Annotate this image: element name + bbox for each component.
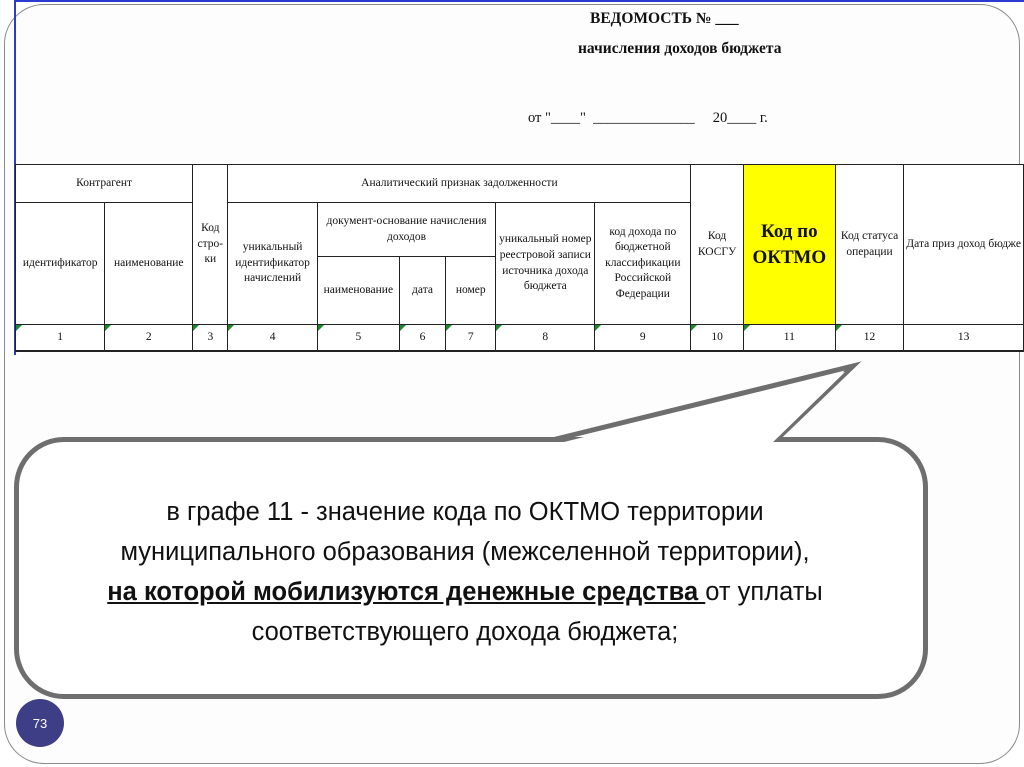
column-number: 3 — [193, 325, 228, 352]
callout-line-4: соответствующего дохода бюджета; — [251, 618, 679, 646]
callout-line-1: в графе 11 - значение кода по ОКТМО территории — [166, 498, 764, 526]
page-number-badge: 73 — [16, 699, 64, 747]
column-number: 6 — [399, 325, 445, 352]
header-line-code: Код стро-ки — [193, 165, 228, 325]
document-subtitle: начисления доходов бюджета — [578, 40, 782, 57]
column-number: 9 — [595, 325, 691, 352]
header-contragent: Контрагент — [16, 165, 193, 203]
header-doc-date: дата — [399, 257, 445, 325]
header-kosgu: Код КОСГУ — [691, 165, 744, 325]
header-date-partial: Дата приз доход бюдже — [904, 165, 1024, 325]
document-date-line: от "____" ______________ 20____ г. — [528, 110, 768, 126]
column-number: 13 — [904, 325, 1024, 352]
column-number: 2 — [105, 325, 193, 352]
callout-line-3 — [20, 572, 910, 612]
column-number: 1 — [16, 325, 105, 352]
callout-emphasis: на которой мобилизуются денежные средства — [107, 578, 706, 606]
document-title: ВЕДОМОСТЬ № ___ — [590, 10, 739, 27]
header-analytic: Аналитический признак задолженности — [228, 165, 691, 203]
column-number: 4 — [228, 325, 317, 352]
header-doc-number: номер — [446, 257, 496, 325]
header-registry-number: уникальный номер реестровой записи источника дохода бюджета — [496, 203, 595, 325]
header-identifier: идентификатор — [16, 203, 105, 325]
column-number: 7 — [446, 325, 496, 352]
header-name: наименование — [105, 203, 193, 325]
header-income-code: код дохода по бюджетной классификации Российской Федерации — [595, 203, 691, 325]
header-unique-id: уникальный идентификатор начислений — [228, 203, 317, 325]
header-oktmo: Код по ОКТМО — [743, 165, 835, 325]
callout-line-2: муниципального образования (межселенной территории), — [120, 538, 810, 566]
column-number: 5 — [317, 325, 399, 352]
header-document: документ-основание начисления доходов — [317, 203, 496, 257]
header-status: Код статуса операции — [835, 165, 903, 325]
callout-line-3-rest: от уплаты — [705, 578, 823, 606]
callout-text — [20, 492, 910, 652]
column-number: 12 — [835, 325, 903, 352]
column-number: 11 — [743, 325, 835, 352]
header-doc-name: наименование — [317, 257, 399, 325]
column-number: 10 — [691, 325, 744, 352]
column-number: 8 — [496, 325, 595, 352]
